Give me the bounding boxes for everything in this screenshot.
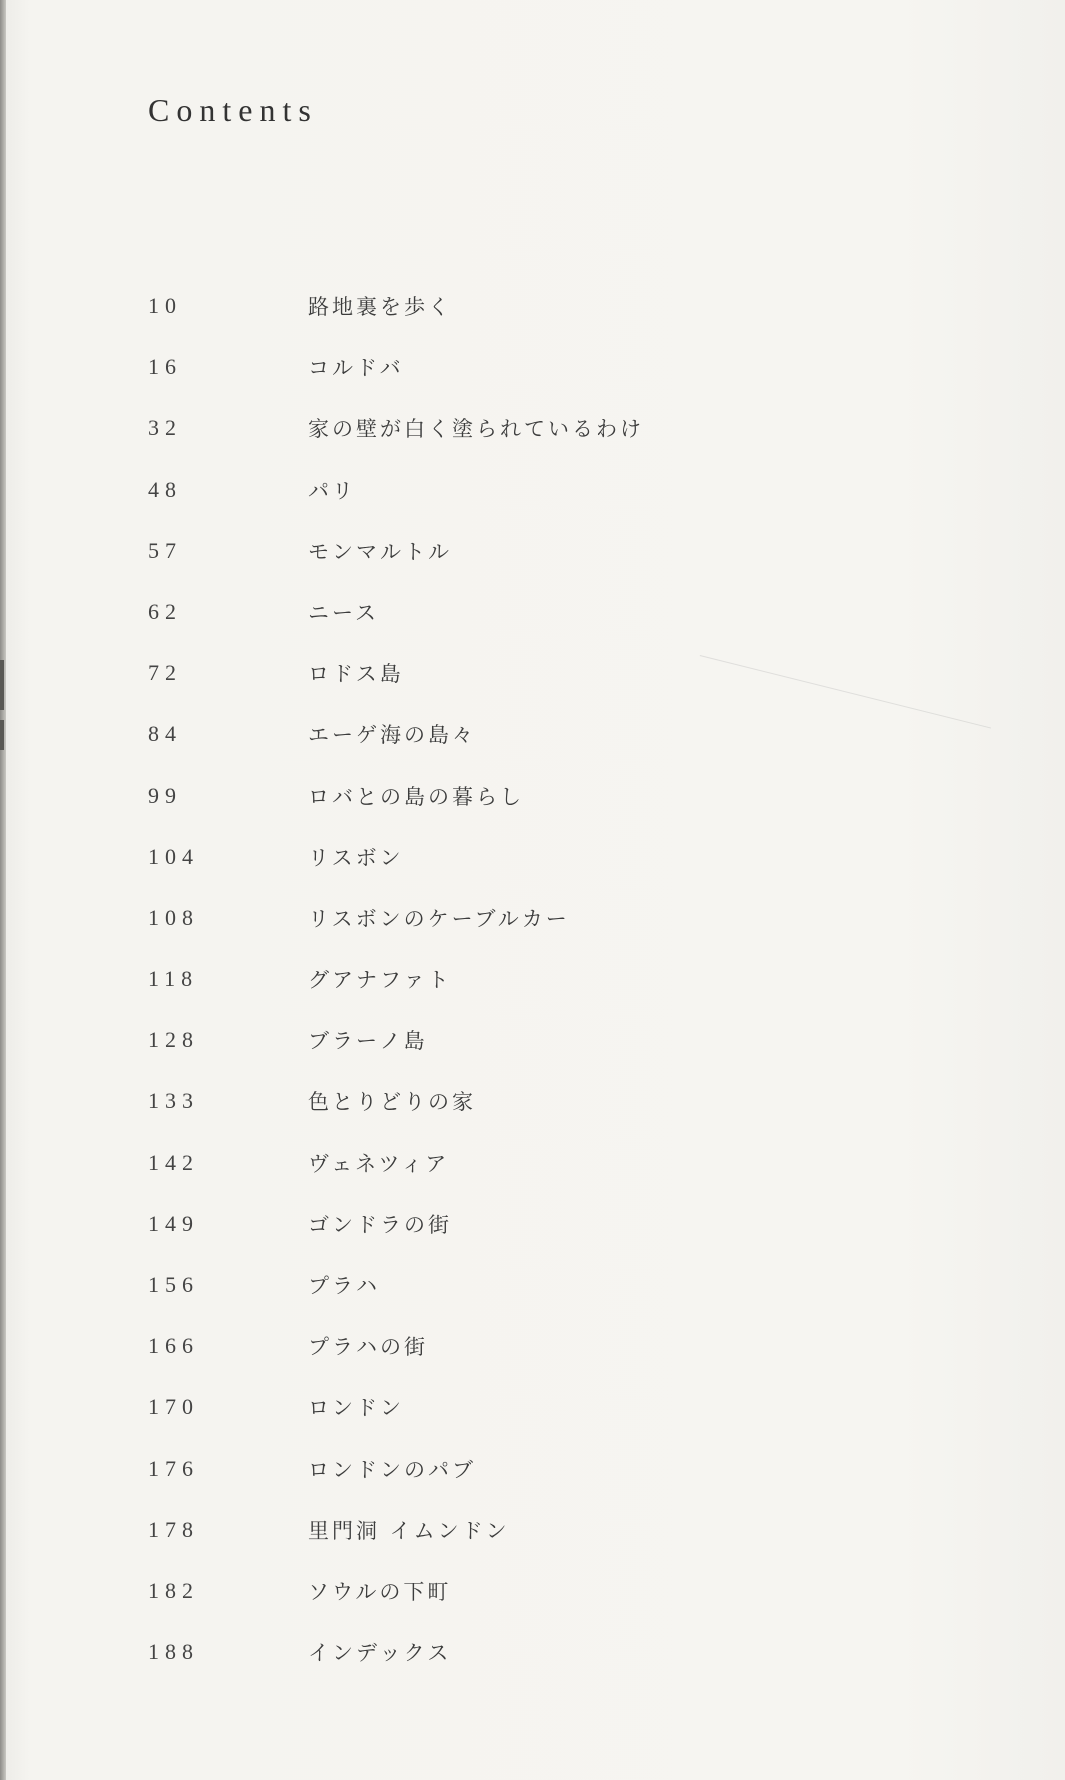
toc-entry-title: 路地裏を歩く (308, 295, 452, 319)
toc-entry-title: ロドス島 (308, 662, 404, 687)
toc-page-number: 32 (148, 415, 182, 441)
toc-entry (0, 1140, 1065, 1201)
toc-entry-title: ゴンドラの街 (308, 1212, 452, 1237)
toc-entry (0, 1078, 1065, 1139)
toc-entry-title: ニース (308, 600, 379, 625)
toc-entry-title: ロンドン (308, 1396, 404, 1421)
toc-entry-title: 色とりどりの家 (308, 1090, 476, 1115)
toc-page-number: 104 (148, 843, 199, 869)
toc-page-number: 149 (148, 1210, 199, 1236)
toc-entry-title: プラハの街 (308, 1335, 428, 1360)
toc-entry (0, 711, 1065, 772)
toc-entry (0, 1446, 1065, 1507)
toc-entry (0, 1017, 1065, 1078)
toc-entry (0, 405, 1065, 466)
toc-entry-title: リスボンのケーブルカー (308, 906, 570, 931)
toc-entry (0, 589, 1065, 650)
toc-page-number: 176 (148, 1455, 199, 1481)
toc-entry (0, 1507, 1065, 1568)
toc-entry-title: インデックス (308, 1641, 452, 1666)
toc-entry-title: ソウルの下町 (308, 1579, 452, 1604)
toc-page-number: 72 (148, 660, 182, 686)
toc-page-number: 142 (148, 1149, 199, 1175)
toc-page-number: 118 (148, 966, 199, 992)
toc-page-number: 166 (148, 1333, 199, 1359)
toc-page-number: 133 (148, 1088, 199, 1114)
toc-entry (0, 1568, 1065, 1629)
toc-page-number: 170 (148, 1394, 199, 1420)
toc-page-number: 10 (148, 293, 182, 318)
toc-entry-title: ヴェネツィア (308, 1151, 450, 1176)
contents-heading: Contents (148, 92, 318, 128)
toc-entry-title: 里門洞 イムンドン (308, 1518, 510, 1543)
toc-entry (0, 773, 1065, 834)
toc-entry-title: ブラーノ島 (308, 1029, 428, 1054)
toc-page-number: 188 (148, 1639, 199, 1665)
toc-page-number: 99 (148, 782, 182, 808)
toc-page-number: 84 (148, 721, 182, 747)
toc-entry (0, 528, 1065, 589)
toc-entry (0, 1262, 1065, 1323)
toc-entry-title: プラハ (308, 1274, 380, 1298)
toc-entry (0, 956, 1065, 1017)
toc-entry-title: 家の壁が白く塗られているわけ (308, 417, 644, 442)
toc-entry (0, 1629, 1065, 1690)
toc-page-number: 62 (148, 598, 182, 624)
toc-entry-title: エーゲ海の島々 (308, 723, 476, 748)
toc-page-number: 48 (148, 476, 182, 502)
toc-page-number: 156 (148, 1272, 199, 1297)
toc-entry-title: グアナファト (308, 968, 452, 993)
table-of-contents (0, 283, 1065, 1690)
toc-entry-title: コルドバ (308, 356, 404, 381)
toc-entry (0, 467, 1065, 528)
toc-entry-title: ロバとの島の暮らし (308, 784, 524, 809)
toc-entry-title: ロンドンのパブ (308, 1457, 476, 1482)
toc-entry (0, 834, 1065, 895)
toc-entry (0, 344, 1065, 405)
toc-page-number: 178 (148, 1516, 199, 1542)
toc-page-number: 57 (148, 537, 182, 563)
toc-page-number: 128 (148, 1027, 199, 1053)
toc-entry-title: リスボン (308, 845, 404, 870)
toc-entry (0, 650, 1065, 711)
toc-entry-title: パリ (308, 478, 356, 503)
toc-entry-title: モンマルトル (308, 539, 452, 564)
toc-entry (0, 1323, 1065, 1384)
toc-entry (0, 1201, 1065, 1262)
toc-page-number: 182 (148, 1577, 199, 1603)
toc-page-number: 108 (148, 904, 199, 930)
toc-entry (0, 283, 1065, 344)
toc-entry (0, 895, 1065, 956)
toc-entry (0, 1384, 1065, 1445)
toc-page-number: 16 (148, 354, 182, 380)
